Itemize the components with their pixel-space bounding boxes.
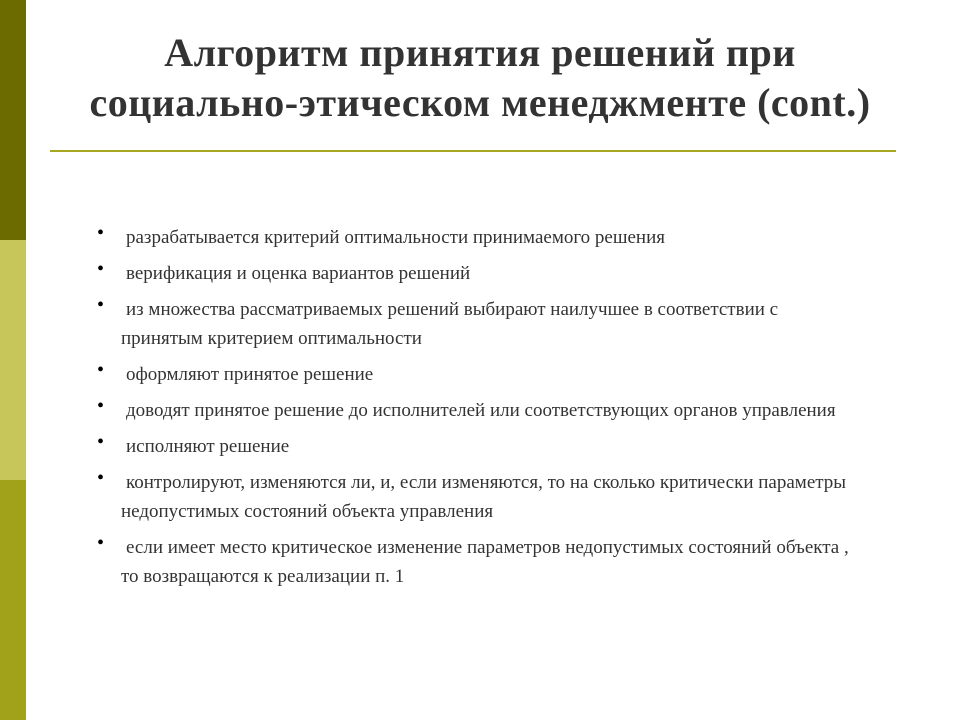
bullet-text: исполняют решение	[126, 436, 290, 457]
bullet-icon: •	[97, 395, 105, 417]
bullet-icon: •	[97, 467, 105, 489]
list-item	[94, 259, 854, 288]
bullet-list	[94, 222, 854, 598]
bullet-text: доводят принятое решение до исполнителей или соответствующих органов управления	[126, 400, 836, 421]
list-item	[94, 468, 854, 526]
side-bar-middle	[0, 240, 26, 480]
list-item	[94, 295, 854, 353]
bullet-text: оформляют принятое решение	[126, 364, 374, 385]
list-item	[94, 396, 854, 425]
bullet-text: контролируют, изменяются ли, и, если изменяются, то на сколько критически параметры недопустимых состояний объекта управления	[121, 472, 847, 522]
bullet-text: если имеет место критическое изменение параметров недопустимых состояний объекта , то возвращаются к реализации п. 1	[121, 537, 849, 587]
bullet-icon: •	[97, 258, 105, 280]
list-item	[94, 432, 854, 461]
bullet-icon: •	[97, 532, 105, 554]
list-item	[94, 223, 854, 252]
slide-title-line-1: Алгоритм принятия решений при	[164, 30, 796, 75]
bullet-text: разрабатывается критерий оптимальности принимаемого решения	[126, 227, 665, 248]
slide-title-line-2: социально-этическом менеджменте (cont.)	[89, 80, 871, 125]
list-item	[94, 533, 854, 591]
side-bar-bottom	[0, 480, 26, 720]
bullet-icon: •	[97, 431, 105, 453]
slide-title	[40, 28, 920, 128]
title-divider	[50, 150, 896, 152]
bullet-icon: •	[97, 294, 105, 316]
list-item	[94, 360, 854, 389]
bullet-icon: •	[97, 359, 105, 381]
bullet-text: верификация и оценка вариантов решений	[126, 263, 471, 284]
bullet-icon: •	[97, 222, 105, 244]
side-bar-top	[0, 0, 26, 240]
bullet-text: из множества рассматриваемых решений выбирают наилучшее в соответствии с принятым критерием оптимальности	[121, 299, 779, 349]
